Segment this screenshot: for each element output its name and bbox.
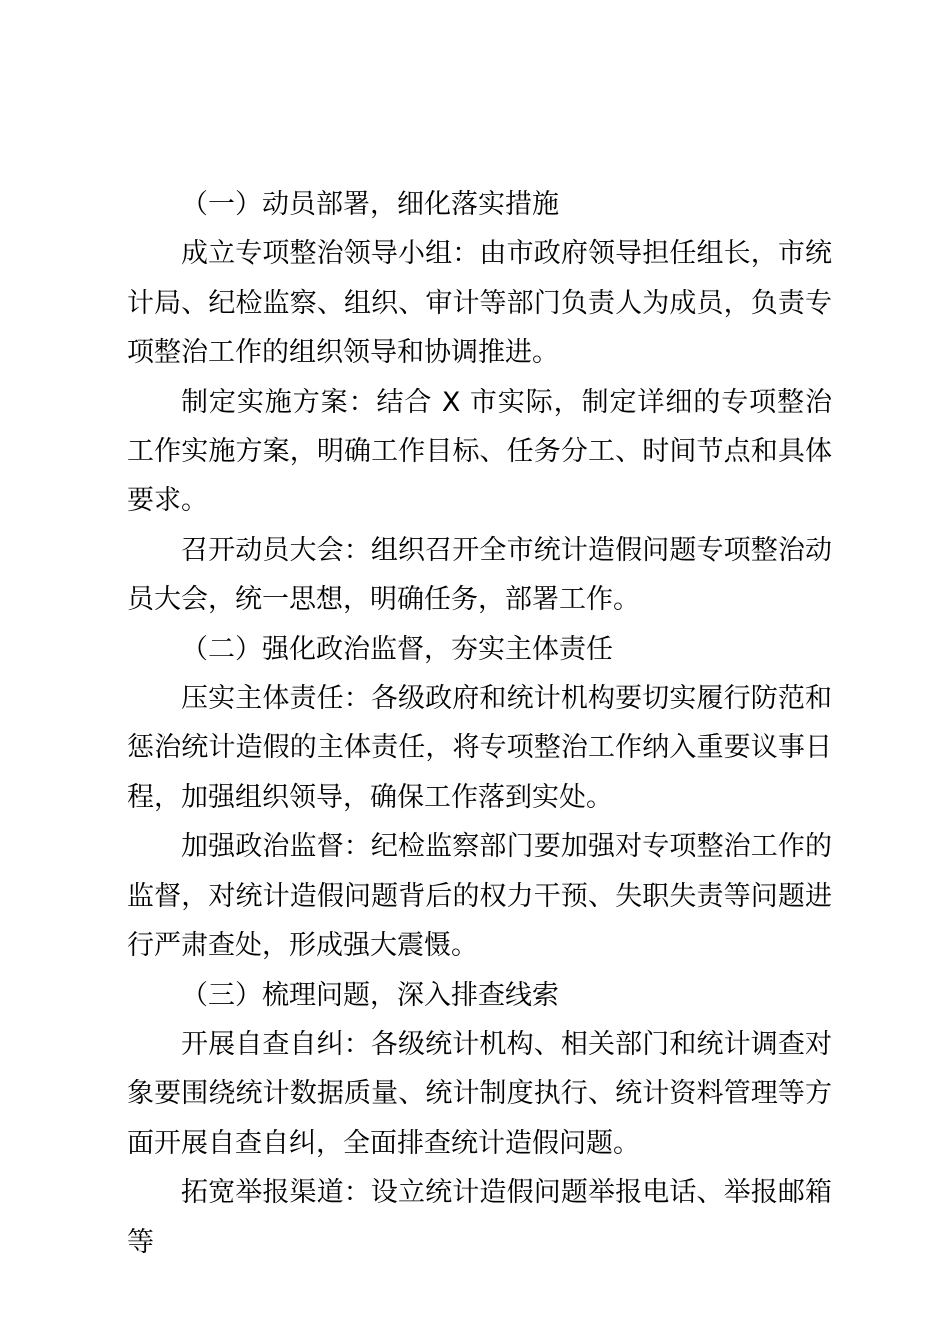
document-body <box>127 180 832 1267</box>
paragraph: 拓宽举报渠道：设立统计造假问题举报电话、举报邮箱等 <box>127 1177 832 1258</box>
section-heading: （一）动员部署，细化落实措施 <box>181 189 559 220</box>
section-heading: （三）梳理问题，深入排查线索 <box>181 979 559 1011</box>
paragraph: 制定实施方案：结合 X 市实际，制定详细的专项整治工作实施方案，明确工作目标、任务分工、时间节点和具体要求。 <box>127 386 832 517</box>
paragraph: 成立专项整治领导小组：由市政府领导担任组长，市统计局、纪检监察、组织、审计等部门负责人为成员，负责专项整治工作的组织领导和协调推进。 <box>127 238 832 369</box>
paragraph: 召开动员大会：组织召开全市统计造假问题专项整治动员大会，统一思想，明确任务，部署工作。 <box>127 534 832 616</box>
section-heading: （二）强化政治监督，夯实主体责任 <box>181 633 613 665</box>
paragraph: 开展自查自纠：各级统计机构、相关部门和统计调查对象要围绕统计数据质量、统计制度执行、统计资料管理等方面开展自查自纠，全面排查统计造假问题。 <box>127 1028 832 1159</box>
paragraph: 压实主体责任：各级政府和统计机构要切实履行防范和惩治统计造假的主体责任，将专项整治工作纳入重要议事日程，加强组织领导，确保工作落到实处。 <box>127 683 832 813</box>
paragraph: 加强政治监督：纪检监察部门要加强对专项整治工作的监督，对统计造假问题背后的权力干预、失职失责等问题进行严肃查处，形成强大震慑。 <box>127 831 832 962</box>
